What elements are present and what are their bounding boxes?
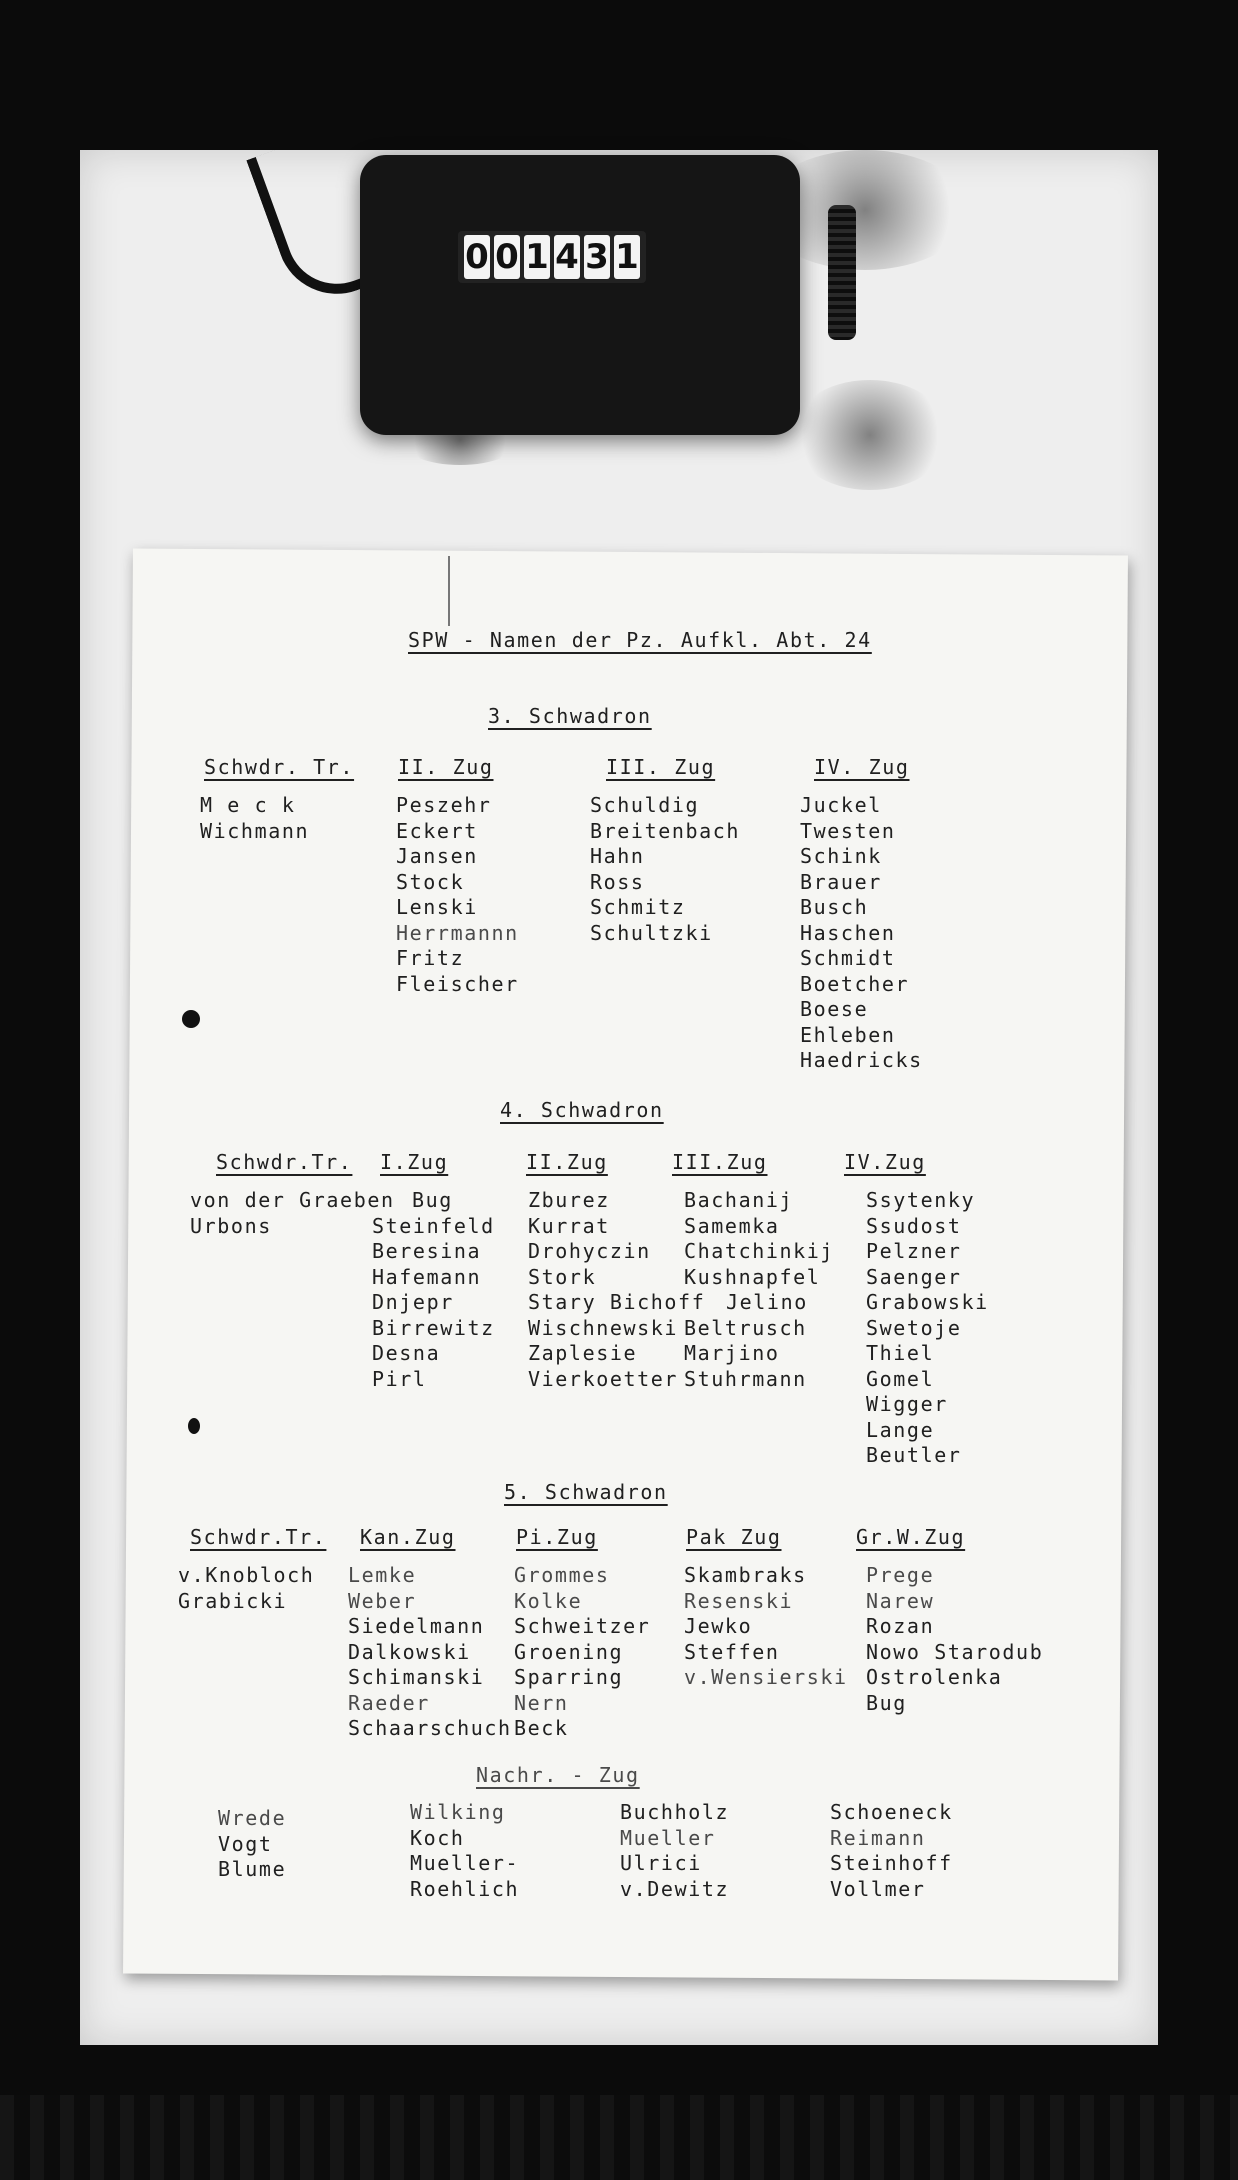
frame-counter-device [360,155,815,435]
roster-name: Boese [800,997,869,1021]
roster-name: Ssytenky [866,1188,976,1212]
column-heading: I.Zug [380,1150,449,1174]
name-column [684,1563,848,1691]
name-column [178,1563,314,1614]
roster-name: Fleischer [396,971,519,996]
counter-knob [828,205,856,340]
roster-name: Grommes [514,1563,610,1587]
column-heading: Gr.W.Zug [856,1525,966,1549]
column-heading: IV. Zug [814,755,910,779]
roster-name: Raeder [348,1690,430,1715]
ink-blot [182,1010,200,1028]
roster-name: Stuhrmann [684,1366,807,1391]
roster-name: Schweitzer [514,1614,651,1638]
column-heading: III. Zug [606,755,716,779]
roster-name: Bachanij [684,1188,794,1212]
roster-name: Nowo Starodub [866,1639,1044,1664]
counter-digit: 1 [525,237,549,277]
roster-name: Boetcher [800,971,910,996]
roster-name: Gomel [866,1366,935,1391]
roster-name: Jelino [726,1290,808,1314]
roster-name: Thiel [866,1341,935,1365]
roster-name: Siedelmann [348,1614,485,1638]
roster-name: Saenger [866,1264,962,1289]
roster-name: Zburez [528,1188,610,1212]
roster-name: v.Wensierski [684,1665,848,1689]
roster-name: Stork [528,1264,597,1289]
column-heading: Pak Zug [686,1525,782,1549]
section-heading: 4. Schwadron [500,1098,664,1122]
column-heading: Schwdr.Tr. [190,1525,327,1549]
roster-name: Grabicki [178,1588,288,1613]
roster-name: Samemka [684,1213,780,1238]
roster-name: Koch [410,1825,465,1850]
counter-digit: 0 [495,237,519,277]
name-column [410,1800,519,1902]
roster-name: Bug [866,1690,907,1715]
roster-name: Grabowski [866,1290,989,1314]
roster-name: Haedricks [800,1048,923,1072]
counter-housing [360,155,800,435]
column-heading: Kan.Zug [360,1525,456,1549]
roster-name: Twesten [800,818,896,843]
roster-name: Pirl [372,1366,427,1391]
roster-name: Mueller [620,1825,716,1850]
roster-name: Haschen [800,920,896,945]
name-column [620,1800,729,1902]
roster-name: v.Dewitz [620,1876,730,1901]
roster-name: Resenski [684,1588,794,1613]
roster-name: Breitenbach [590,818,741,843]
roster-name: Ehleben [800,1022,896,1047]
roster-name: Desna [372,1341,441,1365]
roster-name: Ssudost [866,1213,962,1238]
roster-name: Ulrici [620,1851,702,1875]
roster-name: Urbons [190,1213,272,1238]
roster-name: Stock [396,869,465,894]
roster-name: Steffen [684,1639,780,1664]
counter-digit: 3 [585,237,609,277]
name-column [590,793,740,946]
section-heading: 5. Schwadron [504,1480,668,1504]
roster-name: Ross [590,869,645,894]
name-column [218,1806,286,1883]
film-edge-strip [0,2095,1238,2180]
roster-name: Ostrolenka [866,1665,1003,1689]
counter-digits [458,231,646,283]
roster-name: Schoeneck [830,1800,953,1824]
name-column [396,793,519,997]
column-heading: Schwdr.Tr. [216,1150,353,1174]
roster-name: Wrede [218,1806,287,1830]
roster-name: Dalkowski [348,1639,471,1664]
roster-name: Prege [866,1563,935,1587]
roster-name: Roehlich [410,1876,520,1901]
roster-name: Schink [800,844,882,868]
name-column [372,1188,495,1392]
roster-name: Blume [218,1857,287,1881]
roster-name: M e c k [200,793,296,817]
roster-name: v.Knobloch [178,1563,315,1587]
ink-blot [188,1418,200,1434]
name-column [514,1563,650,1742]
roster-name: Nern [514,1690,569,1715]
roster-name: Vollmer [830,1876,926,1901]
roster-name: Peszehr [396,793,492,817]
counter-digit: 4 [555,237,579,277]
roster-name: Groening [514,1639,624,1664]
name-column [684,1188,834,1392]
roster-name: Buchholz [620,1800,730,1824]
roster-name: Schultzki [590,920,713,945]
column-heading: Schwdr. Tr. [204,755,355,779]
name-column [200,793,309,844]
roster-name: Beck [514,1716,569,1740]
roster-name: Fritz [396,946,465,970]
roster-name: Kolke [514,1588,583,1613]
roster-name: Reimann [830,1825,926,1850]
roster-name: Hahn [590,844,645,868]
roster-name: Narew [866,1588,935,1613]
roster-name: Schmitz [590,895,686,919]
name-column [800,793,923,1074]
name-column [348,1563,512,1742]
roster-name: Jansen [396,844,478,868]
column-heading: III.Zug [672,1150,768,1174]
roster-name: Lemke [348,1563,417,1587]
roster-name: Brauer [800,869,882,894]
roster-name: Busch [800,895,869,919]
name-column [866,1563,1043,1716]
roster-name: Drohyczin [528,1239,651,1263]
name-column [528,1188,705,1392]
roster-name: Weber [348,1588,417,1613]
roster-name: Skambraks [684,1563,807,1587]
section-heading: 3. Schwadron [488,704,652,728]
name-column [866,1188,989,1469]
roster-name: Juckel [800,793,882,817]
roster-name: Zaplesie [528,1341,638,1365]
roster-name: Herrmannn [396,920,519,945]
counter-digit: 1 [615,237,639,277]
roster-name: Dnjepr [372,1290,454,1314]
roster-name: Steinhoff [830,1851,953,1875]
document-title: SPW - Namen der Pz. Aufkl. Abt. 24 [408,628,872,652]
roster-name: Schmidt [800,946,896,970]
roster-name: Mueller- [410,1851,520,1875]
roster-name: Kushnapfel [684,1264,821,1289]
roster-name: Wichmann [200,818,310,843]
roster-name: Schimanski [348,1665,485,1689]
roster-name: Vierkoetter [528,1366,679,1391]
roster-name: Bug [412,1188,453,1212]
roster-name: Lenski [396,895,478,919]
roster-name: Jewko [684,1614,753,1638]
roster-name: Wigger [866,1392,948,1416]
roster-name: Schaarschuch [348,1716,512,1740]
roster-name: Chatchinkij [684,1239,835,1263]
paper-tear [448,556,450,626]
name-column [190,1188,395,1239]
roster-name: von der Graeben [190,1188,395,1212]
roster-name: Beltrusch [684,1315,807,1340]
roster-name: Rozan [866,1614,935,1638]
roster-name: Pelzner [866,1239,962,1263]
column-heading: IV.Zug [844,1150,926,1174]
roster-name: Lange [866,1417,935,1442]
roster-name: Swetoje [866,1315,962,1340]
section-heading: Nachr. - Zug [476,1763,640,1787]
roster-name: Vogt [218,1831,273,1856]
column-heading: Pi.Zug [516,1525,598,1549]
roster-name: Sparring [514,1665,624,1689]
roster-name: Hafemann [372,1264,482,1289]
roster-name: Beresina [372,1239,482,1263]
column-heading: II. Zug [398,755,494,779]
roster-name: Stary Bichoff [528,1290,706,1314]
roster-name: Steinfeld [372,1213,495,1238]
column-heading: II.Zug [526,1150,608,1174]
roster-name: Schuldig [590,793,700,817]
roster-name: Birrewitz [372,1315,495,1340]
roster-name: Eckert [396,818,478,843]
name-column [830,1800,953,1902]
roster-name: Kurrat [528,1213,610,1238]
roster-name: Wilking [410,1800,506,1824]
roster-name: Wischnewski [528,1315,679,1340]
roster-name: Marjino [684,1341,780,1365]
counter-digit: 0 [465,237,489,277]
roster-name: Beutler [866,1443,962,1467]
